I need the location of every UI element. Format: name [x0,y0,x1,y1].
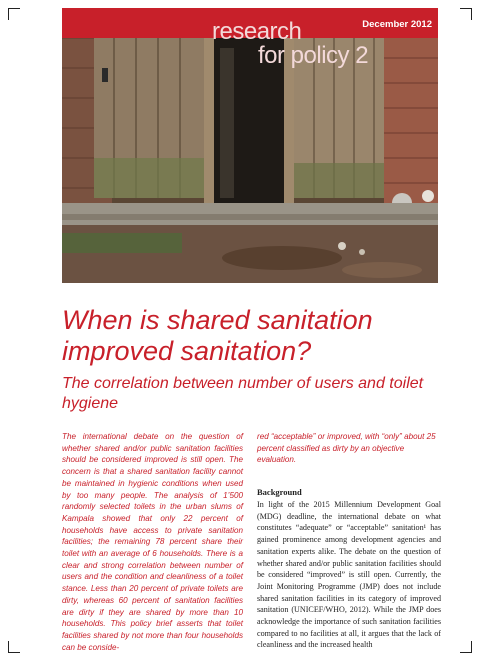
issue-date: December 2012 [362,19,432,30]
crop-mark [8,641,9,653]
crop-mark [471,641,472,653]
crop-mark [8,652,20,653]
series-title-line1: research [212,18,302,45]
crop-mark [471,8,472,20]
series-title-line2: for policy 2 [258,42,369,69]
crop-mark [8,8,9,20]
crop-mark [8,8,20,9]
main-title: When is shared sanitation improved sanitation? [62,305,373,366]
background-body: In light of the 2015 Millennium Development Goal (MDG) deadline, the international debate on what constitutes “adequate” or “acceptable” sanitation¹ has gained prominence among development agencies and sanitation experts alike. The debate on the question of whether shared and/or public sanitation facilities should be considered “improved” is still open. Currently, the Joint Monitoring Programme (JMP) does not include shared sanitation facilities in its category of improved sanitation (UNICEF/WHO, 2012). While the JMP does acknowledge the importance of such sanitation facilities compared to no facilities at all, it argues that the lack of cleanliness and the increased health [257,500,441,649]
subtitle: The correlation between number of users and toilet hygiene [62,375,424,412]
background-heading: Background [257,487,302,497]
abstract-column-2: red “acceptable” or improved, with “only” about 25 percent classified as dirty by an objective evaluation. [257,432,436,465]
cover-photo [62,8,438,283]
abstract-column-1: The international debate on the question of whether shared and/or public sanitation facilities should be considered improved is still open. The concern is that a shared sanitation facility cannot be maintained in hygienic conditions when used by too many people. The analysis of 1’500 randomly selected toilets in the urban slums of Kampala showed that only 22 percent of households have access to private sanitation facilities; the remaining 78 percent share their toilet with an average of 6 households. There is a clear and strong correlation between number of users and the condition and cleanliness of a toilet stance. Less than 20 percent of private toilets are dirty, whereas 60 percent of sanitation facilities are dirty if they are shared by more than 10 households. This policy brief asserts that toilet facilities shared by not more than four households can be conside- [62,432,243,652]
